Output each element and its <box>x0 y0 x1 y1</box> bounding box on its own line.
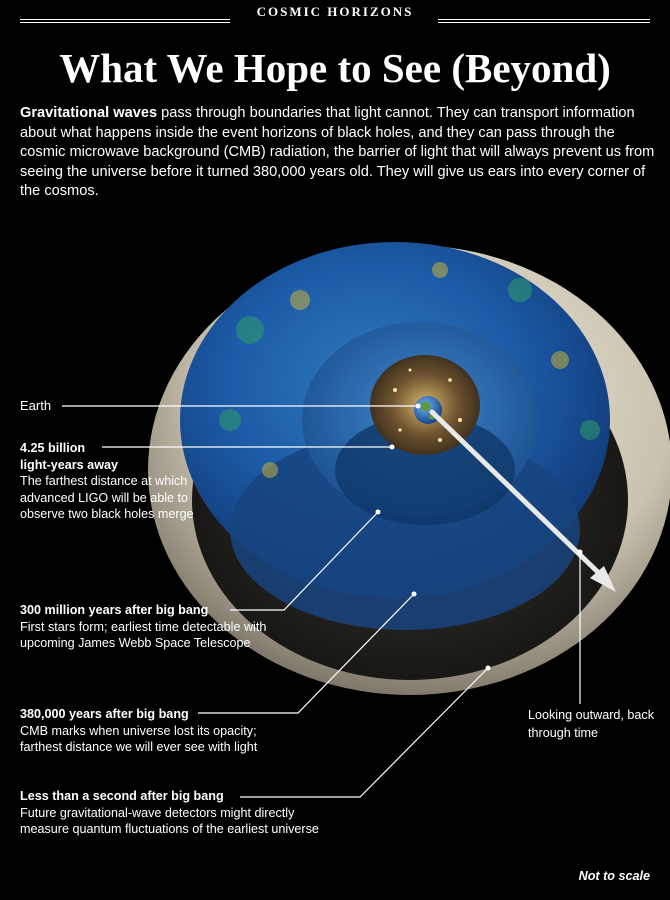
intro-lead: Gravitational waves <box>20 105 158 121</box>
intro-rest: pass through boundaries that light cannot. They can transport information about what happens inside the event horizons of black holes, and they can pass through the cosmic microwave background (CMB) radiation, the barrier of light that will always prevent us from seeing the universe before it turned 380,000 years old. They will give us ears into every corner of the cosmos. <box>20 105 655 199</box>
label-gravitational-waves <box>20 788 320 838</box>
label-stars-head: 300 million years after big bang <box>20 603 209 617</box>
label-gw-desc: Future gravitational-wave detectors might directly measure quantum fluctuations of the earliest universe <box>20 805 319 836</box>
label-looking-outward: Looking outward, back through time <box>528 708 655 740</box>
label-first-stars <box>20 602 270 652</box>
page-title: What We Hope to See (Beyond) <box>59 45 611 91</box>
marker-outward <box>578 550 583 555</box>
label-cmb <box>20 706 300 756</box>
label-gw-head: Less than a second after big bang <box>20 789 224 803</box>
marker-cmb <box>412 592 417 597</box>
section-label: COSMIC HORIZONS <box>256 4 414 19</box>
label-cmb-head: 380,000 years after big bang <box>20 707 189 721</box>
label-cmb-desc: CMB marks when universe lost its opacity; farthest distance we will ever see with light <box>20 723 258 754</box>
marker-stars <box>376 510 381 515</box>
label-ligo <box>20 440 195 523</box>
label-earth: Earth <box>20 398 52 413</box>
label-ligo-head-1: 4.25 billion <box>20 441 86 455</box>
marker-earth <box>416 404 421 409</box>
label-stars-desc: First stars form; earliest time detectable with upcoming James Webb Space Telescope <box>20 619 267 650</box>
label-ligo-desc: The farthest distance at which advanced LIGO will be able to observe two black holes merge <box>20 474 194 521</box>
not-to-scale-note: Not to scale <box>578 869 650 883</box>
label-ligo-head-2: light-years away <box>20 457 118 472</box>
marker-gw <box>486 666 491 671</box>
marker-ligo <box>390 445 395 450</box>
